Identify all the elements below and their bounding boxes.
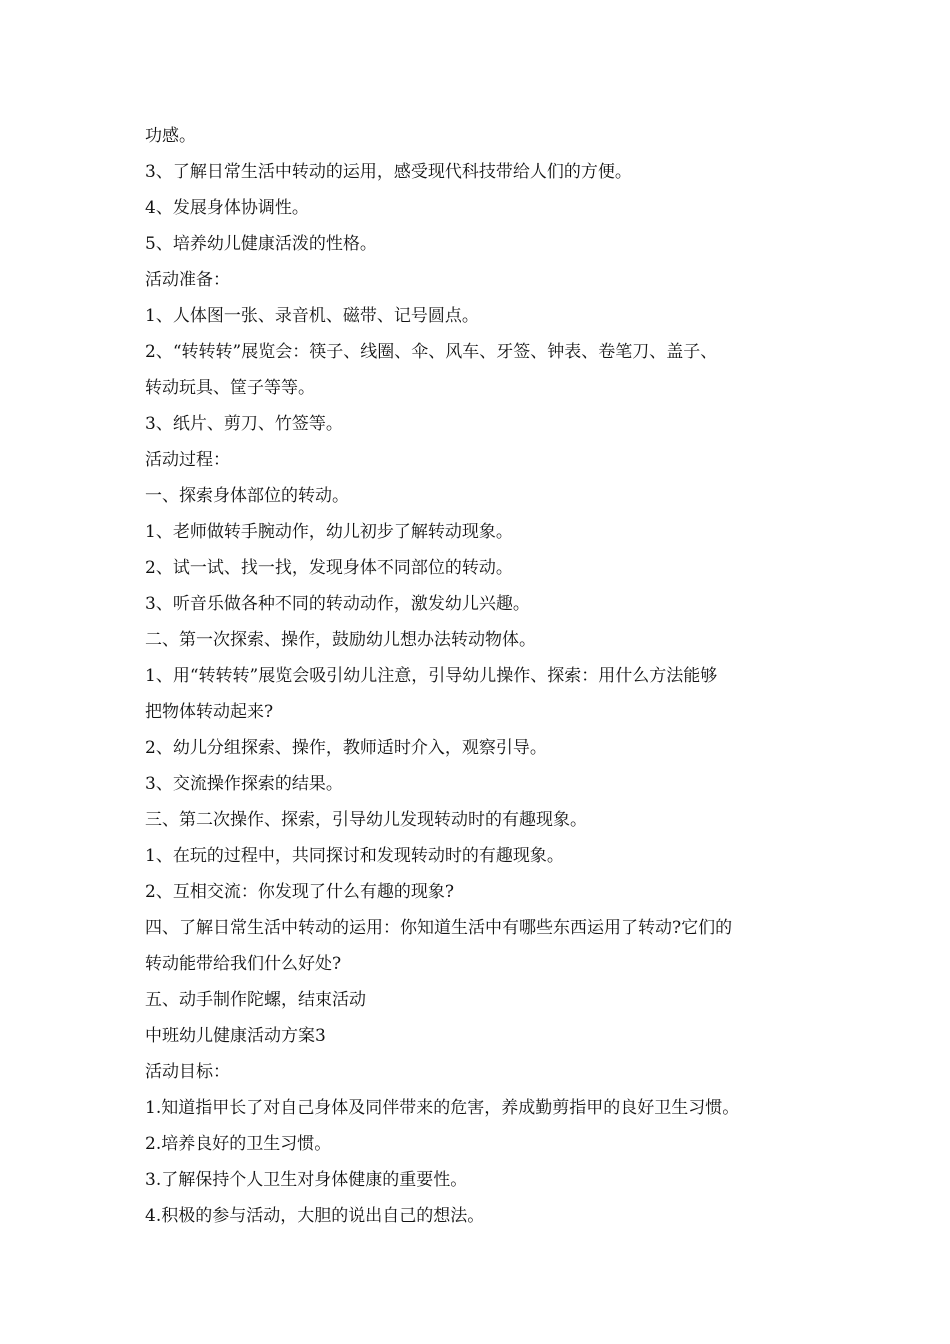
text-line: 转动玩具、筐子等等。 xyxy=(145,378,315,398)
text-line: 1、人体图一张、录音机、磁带、记号圆点。 xyxy=(145,306,479,326)
text-line: 3、交流操作探索的结果。 xyxy=(145,774,343,794)
text-line: 1、在玩的过程中，共同探讨和发现转动时的有趣现象。 xyxy=(145,846,564,866)
text-line: 4、发展身体协调性。 xyxy=(145,198,309,218)
section-heading: 活动过程： xyxy=(145,450,230,470)
text-line: 四、了解日常生活中转动的运用：你知道生活中有哪些东西运用了转动?它们的 xyxy=(145,918,733,938)
document-title: 中班幼儿健康活动方案3 xyxy=(145,1026,326,1046)
document-body xyxy=(145,118,825,1234)
text-line: 3、纸片、剪刀、竹签等。 xyxy=(145,414,343,434)
text-line: 功感。 xyxy=(145,126,196,146)
text-line: 2、幼儿分组探索、操作，教师适时介入，观察引导。 xyxy=(145,738,547,758)
text-line: 3、了解日常生活中转动的运用，感受现代科技带给人们的方便。 xyxy=(145,162,632,182)
text-line: 1.知道指甲长了对自己身体及同伴带来的危害，养成勤剪指甲的良好卫生习惯。 xyxy=(145,1098,740,1118)
text-line: 2.培养良好的卫生习惯。 xyxy=(145,1134,332,1154)
text-line: 转动能带给我们什么好处? xyxy=(145,954,342,974)
section-heading: 活动准备： xyxy=(145,270,230,290)
text-line: 2、“转转转”展览会：筷子、线圈、伞、风车、牙签、钟表、卷笔刀、盖子、 xyxy=(145,342,718,362)
text-line: 5、培养幼儿健康活泼的性格。 xyxy=(145,234,377,254)
text-line: 2、试一试、找一找，发现身体不同部位的转动。 xyxy=(145,558,513,578)
text-line: 3.了解保持个人卫生对身体健康的重要性。 xyxy=(145,1170,468,1190)
text-line: 2、互相交流：你发现了什么有趣的现象? xyxy=(145,882,454,902)
text-line: 1、老师做转手腕动作，幼儿初步了解转动现象。 xyxy=(145,522,513,542)
text-line: 五、动手制作陀螺，结束活动 xyxy=(145,990,366,1010)
section-heading: 活动目标： xyxy=(145,1062,230,1082)
text-line: 4.积极的参与活动，大胆的说出自己的想法。 xyxy=(145,1206,485,1226)
text-line: 一、探索身体部位的转动。 xyxy=(145,486,349,506)
text-line: 1、用“转转转”展览会吸引幼儿注意，引导幼儿操作、探索：用什么方法能够 xyxy=(145,666,718,686)
text-line: 三、第二次操作、探索，引导幼儿发现转动时的有趣现象。 xyxy=(145,810,587,830)
text-line: 把物体转动起来? xyxy=(145,702,274,722)
text-line: 二、第一次探索、操作，鼓励幼儿想办法转动物体。 xyxy=(145,630,536,650)
text-line: 3、听音乐做各种不同的转动动作，激发幼儿兴趣。 xyxy=(145,594,530,614)
